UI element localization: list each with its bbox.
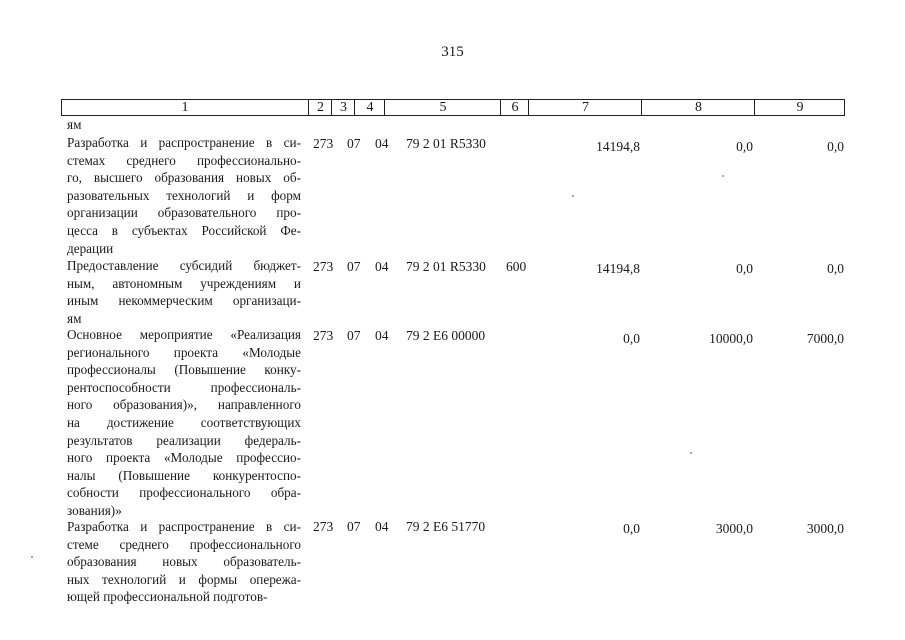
row-4-col-3: 07 bbox=[347, 519, 361, 534]
description-line: Предоставление субсидий бюджет- bbox=[67, 258, 301, 273]
header-col-7: 7 bbox=[528, 100, 642, 115]
header-col-6: 6 bbox=[500, 100, 529, 115]
row-2-description bbox=[67, 257, 301, 327]
row-1-col-5: 79 2 01 R5330 bbox=[406, 136, 486, 151]
row-1-col-2: 273 bbox=[313, 136, 334, 151]
description-line: зования)» bbox=[67, 502, 122, 518]
header-col-8: 8 bbox=[641, 100, 755, 115]
row-3-col-7: 0,0 bbox=[623, 331, 640, 346]
description-line: рентоспособности профессиональ- bbox=[67, 379, 301, 395]
row-2-col-5: 79 2 01 R5330 bbox=[406, 259, 486, 274]
description-line: налы (Повышение конкурентоспо- bbox=[67, 467, 301, 483]
row-2-col-2: 273 bbox=[313, 259, 334, 274]
row-3-description bbox=[67, 326, 301, 520]
row-4-col-4: 04 bbox=[375, 519, 389, 534]
header-col-3: 3 bbox=[331, 100, 355, 115]
table-header bbox=[61, 99, 845, 116]
row-3-col-2: 273 bbox=[313, 328, 334, 343]
header-col-5: 5 bbox=[384, 100, 501, 115]
row-2-col-6: 600 bbox=[506, 259, 527, 274]
header-col-2: 2 bbox=[308, 100, 332, 115]
description-line: ного проекта «Молодые профессио- bbox=[67, 450, 301, 466]
row-2-col-7: 14194,8 bbox=[596, 261, 640, 276]
description-line: ного образования)», направленного bbox=[67, 397, 301, 413]
description-line: ным, автономным учреждениям и bbox=[67, 275, 301, 291]
row-2-col-4: 04 bbox=[375, 259, 389, 274]
row-3-col-3: 07 bbox=[347, 328, 361, 343]
row-1-col-4: 04 bbox=[375, 136, 389, 151]
row-4-col-5: 79 2 E6 51770 bbox=[406, 519, 486, 534]
description-line: стеме среднего профессионального bbox=[67, 536, 301, 552]
description-line: го, высшего образования новых об- bbox=[67, 170, 301, 186]
row-2-col-3: 07 bbox=[347, 259, 361, 274]
row-4-col-7: 0,0 bbox=[623, 521, 640, 536]
row-4-col-9: 3000,0 bbox=[806, 521, 844, 536]
scan-speck bbox=[572, 195, 574, 197]
row-2-col-9: 0,0 bbox=[827, 261, 844, 276]
carry-over-text: ям bbox=[67, 117, 82, 132]
row-4-col-8: 3000,0 bbox=[715, 521, 753, 536]
row-1-col-7: 14194,8 bbox=[596, 139, 640, 154]
description-line: цесса в субъектах Российской Фе- bbox=[67, 222, 301, 238]
scan-speck bbox=[690, 452, 692, 454]
row-3-col-5: 79 2 E6 00000 bbox=[406, 328, 486, 343]
description-line: ющей профессиональной подготов- bbox=[67, 589, 268, 605]
description-line: образования новых образователь- bbox=[67, 554, 301, 570]
header-col-9: 9 bbox=[754, 100, 845, 115]
row-4-col-2: 273 bbox=[313, 519, 334, 534]
page-number: 315 bbox=[441, 44, 464, 60]
scan-speck bbox=[722, 175, 724, 177]
scan-speck bbox=[31, 556, 33, 558]
row-2-col-8: 0,0 bbox=[736, 261, 753, 276]
description-line: организации образовательного про- bbox=[67, 205, 301, 221]
description-line: разовательных технологий и форм bbox=[67, 187, 301, 203]
row-4-description bbox=[67, 518, 301, 606]
row-3-col-4: 04 bbox=[375, 328, 389, 343]
description-line: иным некоммерческим организаци- bbox=[67, 293, 301, 309]
description-line: стемах среднего профессионально- bbox=[67, 152, 301, 168]
description-line: ям bbox=[67, 310, 82, 326]
description-line: результатов реализации федераль- bbox=[67, 432, 301, 448]
header-col-4: 4 bbox=[354, 100, 385, 115]
description-line: профессионалы (Повышение конку- bbox=[67, 362, 301, 378]
description-line: на достижение соответствующих bbox=[67, 414, 301, 430]
description-line: Разработка и распространение в си- bbox=[67, 519, 301, 534]
row-1-col-8: 0,0 bbox=[736, 139, 753, 154]
description-line: ных технологий и формы опережа- bbox=[67, 571, 301, 587]
header-col-1: 1 bbox=[181, 100, 189, 115]
description-line: Основное мероприятие «Реализация bbox=[67, 327, 301, 342]
description-line: собности профессионального обра- bbox=[67, 485, 301, 501]
description-line: Разработка и распространение в си- bbox=[67, 135, 301, 150]
description-line: регионального проекта «Молодые bbox=[67, 344, 301, 360]
row-1-col-3: 07 bbox=[347, 136, 361, 151]
row-3-col-8: 10000,0 bbox=[709, 331, 753, 346]
row-1-description bbox=[67, 134, 301, 257]
description-line: дерации bbox=[67, 240, 114, 256]
row-1-col-9: 0,0 bbox=[827, 139, 844, 154]
row-3-col-9: 7000,0 bbox=[806, 331, 844, 346]
